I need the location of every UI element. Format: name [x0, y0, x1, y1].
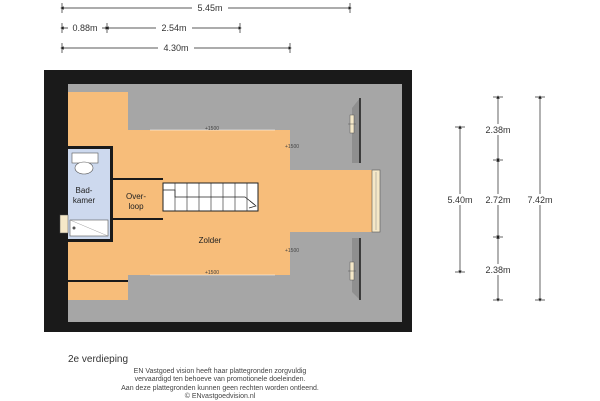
dim-right-middle: 2.72m [485, 195, 511, 205]
room-label-landing-2: loop [128, 202, 144, 211]
dim-top-inner: 4.30m [163, 43, 189, 53]
dim-top-left: 0.88m [72, 23, 98, 33]
dim-right-inner: 5.40m [447, 195, 473, 205]
room-label-landing-1: Over- [126, 192, 146, 201]
disclaimer-line: Aan deze plattegronden kunnen geen rechten worden ontleend. [121, 384, 319, 392]
top-dimensions [62, 2, 350, 53]
room-label-attic: Zolder [198, 236, 222, 245]
building [44, 70, 412, 332]
staircase [163, 183, 258, 211]
height-marker-right-lower: +1500 [284, 248, 300, 254]
sink-fixture [70, 220, 108, 236]
disclaimer [60, 368, 380, 401]
room-label-bathroom-2: kamer [72, 196, 96, 205]
floor-label: 2e verdieping [68, 354, 129, 365]
dim-right-lower: 2.38m [485, 265, 511, 275]
dim-right-upper: 2.38m [485, 125, 511, 135]
dim-top-total: 5.45m [197, 3, 223, 13]
dim-right-total: 7.42m [527, 195, 553, 205]
height-marker-right-upper: +1500 [284, 144, 300, 150]
disclaimer-line: © ENvastgoedvision.nl [184, 392, 256, 400]
room-label-bathroom-1: Bad- [75, 186, 93, 195]
right-dimensions [441, 97, 559, 300]
height-marker-top: +1500 [204, 126, 220, 132]
dim-top-middle: 2.54m [161, 23, 187, 33]
disclaimer-line: EN Vastgoed vision heeft haar plattegronden zorgvuldig [133, 368, 307, 375]
disclaimer-line: vervaardigd ten behoeve van promotionele doeleinden. [134, 376, 306, 384]
height-marker-bottom: +1500 [204, 270, 220, 276]
